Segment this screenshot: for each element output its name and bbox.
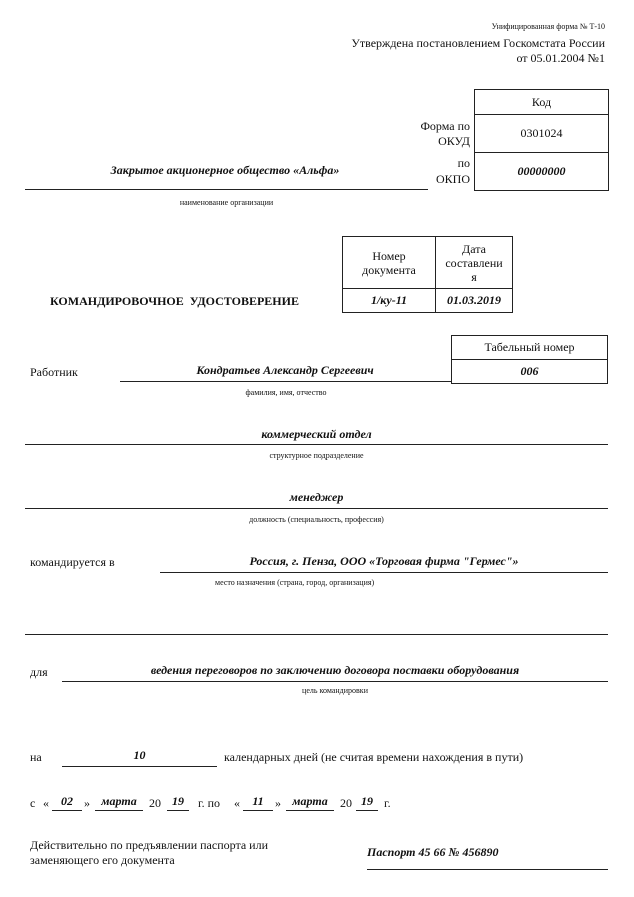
days-label: на: [30, 750, 42, 764]
to-quote-close: »: [275, 796, 281, 810]
code-table: [474, 89, 609, 191]
to-year: 19: [361, 794, 373, 808]
employee-name: Кондратьев Александр Сергеевич: [196, 363, 374, 377]
okpo-value: 00000000: [475, 153, 609, 191]
tab-number-table: [451, 335, 608, 384]
tab-number-value: 006: [452, 360, 608, 384]
okud-value: 0301024: [475, 115, 609, 153]
from-label: с: [30, 796, 36, 810]
passport-label-2: заменяющего его документа: [30, 853, 175, 867]
document-title: КОМАНДИРОВОЧНОЕ УДОСТОВЕРЕНИЕ: [50, 294, 299, 308]
purpose-caption: цель командировки: [302, 686, 368, 695]
from-quote-open: «: [43, 796, 49, 810]
to-year-prefix: 20: [340, 796, 352, 810]
tab-number-header: Табельный номер: [452, 336, 608, 360]
doc-number-table: [342, 236, 513, 313]
okud-label-2: ОКУД: [438, 134, 470, 148]
doc-date-value: 01.03.2019: [436, 289, 513, 313]
doc-number-value: 1/ку-11: [343, 289, 436, 313]
employee-name-caption: фамилия, имя, отчество: [245, 388, 327, 397]
to-year-suffix: г.: [384, 796, 391, 810]
code-header: Код: [475, 90, 609, 115]
position-value: менеджер: [289, 490, 344, 504]
approval-text: Утверждена постановлением Госкомстата России: [351, 36, 605, 50]
form-name: Унифицированная форма № Т-10: [491, 22, 605, 31]
days-value: 10: [133, 748, 146, 762]
purpose-label: для: [30, 665, 48, 679]
position-caption: должность (специальность, профессия): [249, 515, 384, 524]
to-day: 11: [252, 794, 264, 808]
passport-value: Паспорт 45 66 № 456890: [367, 845, 499, 859]
destination-label: командируется в: [30, 555, 115, 569]
employee-label: Работник: [30, 365, 78, 379]
number-header: Номер документа: [343, 237, 436, 289]
from-year: 19: [172, 794, 184, 808]
days-suffix: календарных дней (не считая времени нахождения в пути): [224, 750, 524, 764]
to-quote-open: «: [234, 796, 240, 810]
to-month: марта: [292, 794, 328, 808]
okud-label-1: Форма по: [420, 119, 470, 133]
okpo-label-2: ОКПО: [435, 172, 470, 186]
organization-name: Закрытое акционерное общество «Альфа»: [110, 163, 340, 177]
from-day: 02: [61, 794, 73, 808]
organization-caption: наименование организации: [179, 198, 274, 207]
department-caption: структурное подразделение: [269, 451, 364, 460]
from-quote-close: »: [84, 796, 90, 810]
from-year-prefix: 20: [149, 796, 161, 810]
from-month: марта: [101, 794, 137, 808]
destination-value: Россия, г. Пенза, ООО «Торговая фирма "Гермес"»: [249, 554, 519, 568]
department-value: коммерческий отдел: [261, 427, 372, 441]
to-label: г. по: [198, 796, 220, 810]
passport-label-1: Действительно по предъявлении паспорта или: [30, 838, 269, 852]
date-header: Дата составлени я: [436, 237, 513, 289]
approval-date: от 05.01.2004 №1: [516, 51, 605, 65]
destination-caption: место назначения (страна, город, организация): [215, 578, 375, 587]
purpose-value: ведения переговоров по заключению договора поставки оборудования: [150, 663, 520, 677]
okpo-label-1: по: [457, 156, 470, 170]
